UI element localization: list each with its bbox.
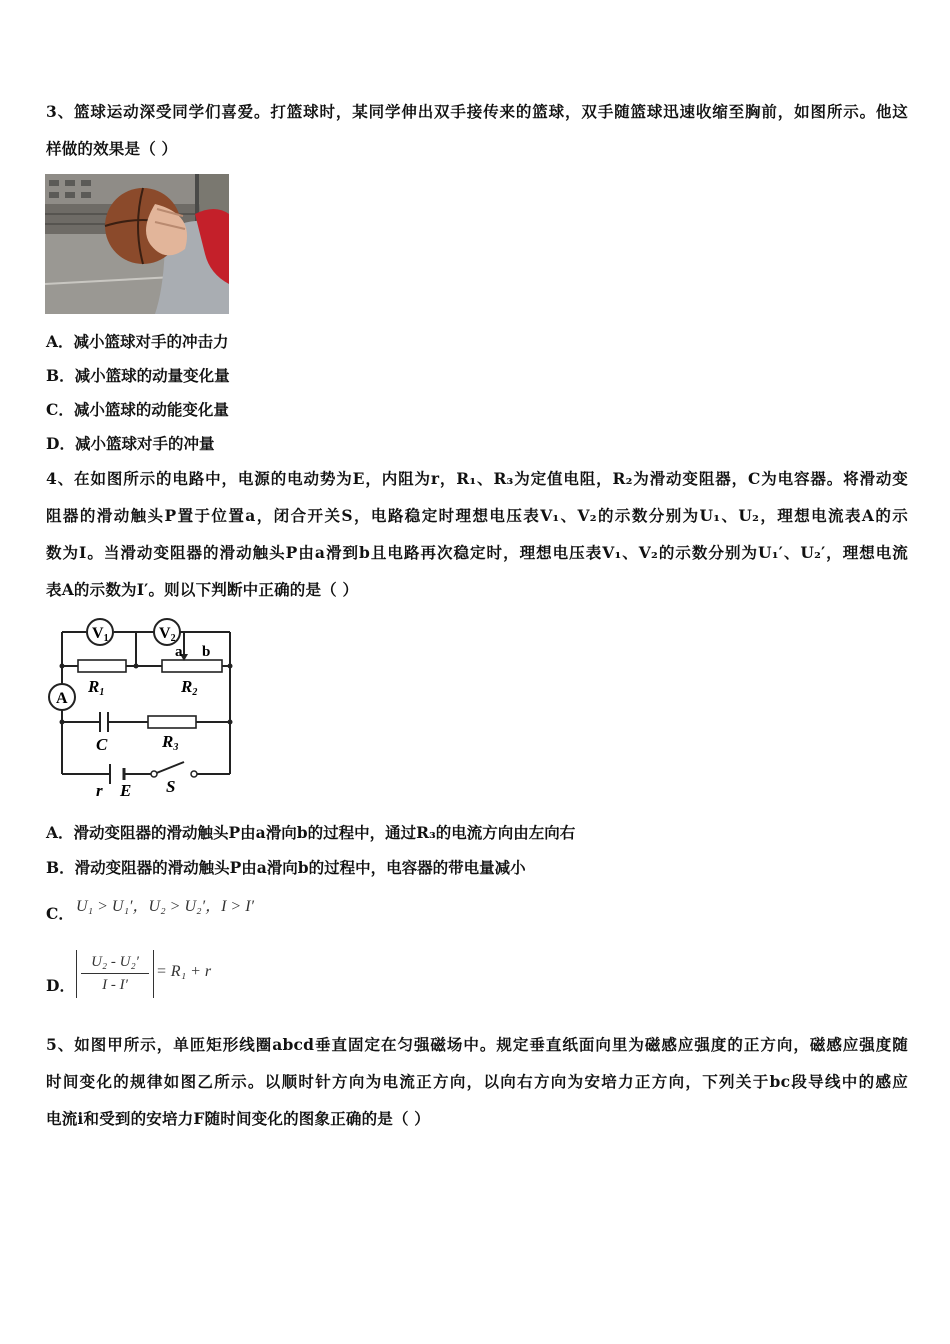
r2-label: R [181,677,193,696]
emf-label: E [120,781,132,798]
q5-stem-line1: 5、如图甲所示，单匝矩形线圈abcd垂直固定在匀强磁场中。规定垂直纸面向里为磁感应强度的正方向，磁感应强度随 [46,1035,908,1054]
v1-label: V [92,625,104,642]
resistor-r1 [78,660,126,672]
q4-option-c-label: C． [46,904,74,923]
v2-sub: 2 [170,633,176,644]
q4-stem-line2: 阻器的滑动触头P置于位置a，闭合开关S，电路稳定时理想电压表V₁、V₂的示数分别为U₁、U₂，理想电流表A的示 [46,506,908,525]
q3-stem-line1: 3、篮球运动深受同学们喜爱。打篮球时，某同学伸出双手接传来的篮球，双手随篮球迅速收缩至胸前，如图所示。他这 [46,102,908,121]
r2-sub: 2 [192,687,198,698]
internal-resistance-label: r [96,781,103,798]
q4-option-d-label: D． [46,976,75,995]
r1-sub: 1 [99,687,105,698]
slider-a-label: a [175,644,183,660]
ammeter-label: A [56,690,68,707]
q3-option-c: C．减小篮球的动能变化量 [46,400,229,419]
q4-option-d-rhs: = R₁ + r [156,963,212,980]
q4-option-c-math: U₁ > U₁′，U₂ > U₂′，I > I′ [76,898,255,915]
q4-option-d-fraction-bar [81,973,149,974]
v1-sub: 1 [103,633,109,644]
slider-b-label: b [202,644,211,660]
r1-label: R [88,677,100,696]
basketball-photo [45,174,229,314]
q4-option-d-abs [76,950,154,998]
q4-stem-line1: 4、在如图所示的电路中，电源的电动势为E，内阻为r，R₁、R₃为定值电阻，R₂为滑动变阻器，C为电容器。将滑动变 [46,469,908,488]
svg-text:R2 [180,677,197,698]
q3-option-a: A．减小篮球对手的冲击力 [46,332,229,351]
q4-option-d-denominator: I - I′ [102,977,128,993]
q4-option-d-numerator: U₂ - U₂′ [91,954,139,970]
q5-stem-line2: 时间变化的规律如图乙所示。以顺时针方向为电流正方向，以向右方向为安培力正方向，下列关于bc段导线中的感应 [46,1072,908,1091]
q4-stem-line4: 表A的示数为I′。则以下判断中正确的是（ ） [46,580,359,599]
capacitor-label: C [96,735,108,754]
q3-stem-line2: 样做的效果是（ ） [46,139,178,158]
svg-text:R3 [161,732,178,753]
resistor-r3 [148,716,196,728]
circuit-diagram [44,614,240,798]
q3-option-d: D．减小篮球对手的冲量 [46,434,215,453]
q3-option-b: B．减小篮球的动量变化量 [46,366,230,385]
svg-text:R1 [87,677,104,698]
resistor-r2 [162,660,222,672]
q4-stem-line3: 数为I。当滑动变阻器的滑动触头P由a滑到b且电路再次稳定时，理想电压表V₁、V₂的示数分别为U₁′、U₂′，理想电流 [46,543,908,562]
switch-label: S [166,777,176,796]
r3-label: R [162,732,174,751]
v2-label: V [159,625,171,642]
q4-option-b: B．滑动变阻器的滑动触头P由a滑向b的过程中，电容器的带电量减小 [46,858,526,877]
q5-stem-line3: 电流i和受到的安培力F随时间变化的图象正确的是（ ） [46,1109,430,1128]
q4-option-a: A．滑动变阻器的滑动触头P由a滑向b的过程中，通过R₃的电流方向由左向右 [46,823,576,842]
r3-sub: 3 [173,742,179,753]
